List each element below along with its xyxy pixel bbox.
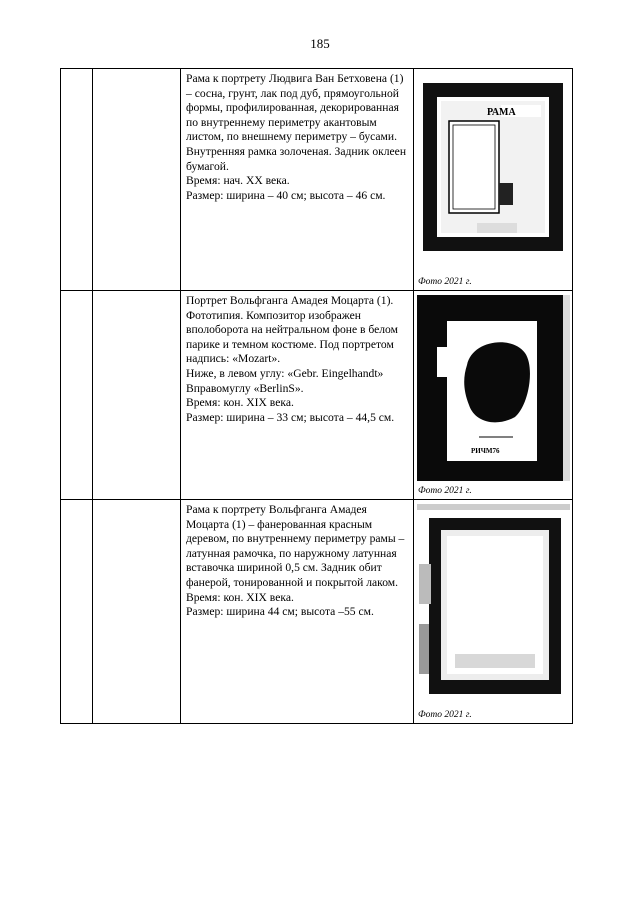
number-cell [61, 500, 93, 724]
photo-cell [414, 500, 573, 724]
description-cell [181, 291, 414, 500]
description-line: Время: кон. XIX века. [186, 396, 294, 410]
portrait-photo [417, 295, 570, 481]
photo-caption: Фото 2021 г. [418, 277, 472, 287]
description-line: Размер: ширина 44 см; высота –55 см. [186, 605, 374, 619]
table-row [61, 500, 573, 724]
description-line: Размер: ширина – 33 см; высота – 44,5 см. [186, 410, 395, 424]
photo-cell [414, 69, 573, 291]
description-cell [181, 500, 414, 724]
description-line: Вправомуглу «BerlinS». [186, 381, 304, 395]
description-line: Время: нач. XX века. [186, 174, 290, 188]
description-line: Портрет Вольфганга Амадея Моцарта (1). [186, 294, 394, 307]
frame-photo [417, 73, 570, 259]
catalog-table [60, 68, 573, 724]
table-row [61, 69, 573, 291]
description-line: Размер: ширина – 40 см; высота – 46 см. [186, 188, 386, 202]
inventory-cell [93, 500, 181, 724]
photo-caption: Фото 2021 г. [418, 710, 472, 720]
photo-cell [414, 291, 573, 500]
photo-inscription: РАМА [487, 107, 516, 118]
inventory-cell [93, 291, 181, 500]
description-line: Время: кон. XIX века. [186, 590, 294, 604]
table-row [61, 291, 573, 500]
description-line: Рама к портрету Людвига Ван Бетховена (1) – сосна, грунт, лак под дуб, прямоугольной формы, профилированная, декорированная по внутреннему периметру акантовым листом, по внешнему периметру – бусами. Внутренняя рамка золоченая. Задник оклеен бумагой. [186, 72, 407, 173]
number-cell [61, 291, 93, 500]
photo-caption: Фото 2021 г. [418, 486, 472, 496]
inventory-cell [93, 69, 181, 291]
description-line: Фототипия. Композитор изображен вполоборота на нейтральном фоне в белом парике и темном костюме. Под портретом надпись: «Mozart». [186, 308, 398, 366]
description-cell [181, 69, 414, 291]
number-cell [61, 69, 93, 291]
frame-photo [417, 504, 570, 700]
photo-inscription: РИЧМ76 [471, 447, 500, 455]
description-line: Рама к портрету Вольфганга Амадея Моцарта (1) – фанерованная красным деревом, по внутреннему периметру рамы – латунная рамочка, по наружному латунная вставочка шириной 0,5 см. Задник обит фанерой, тонированной и покрытой лаком. [186, 503, 405, 589]
page-number: 185 [310, 36, 330, 51]
description-line: Ниже, в левом углу: «Gebr. Eingelhandt» [186, 366, 384, 380]
